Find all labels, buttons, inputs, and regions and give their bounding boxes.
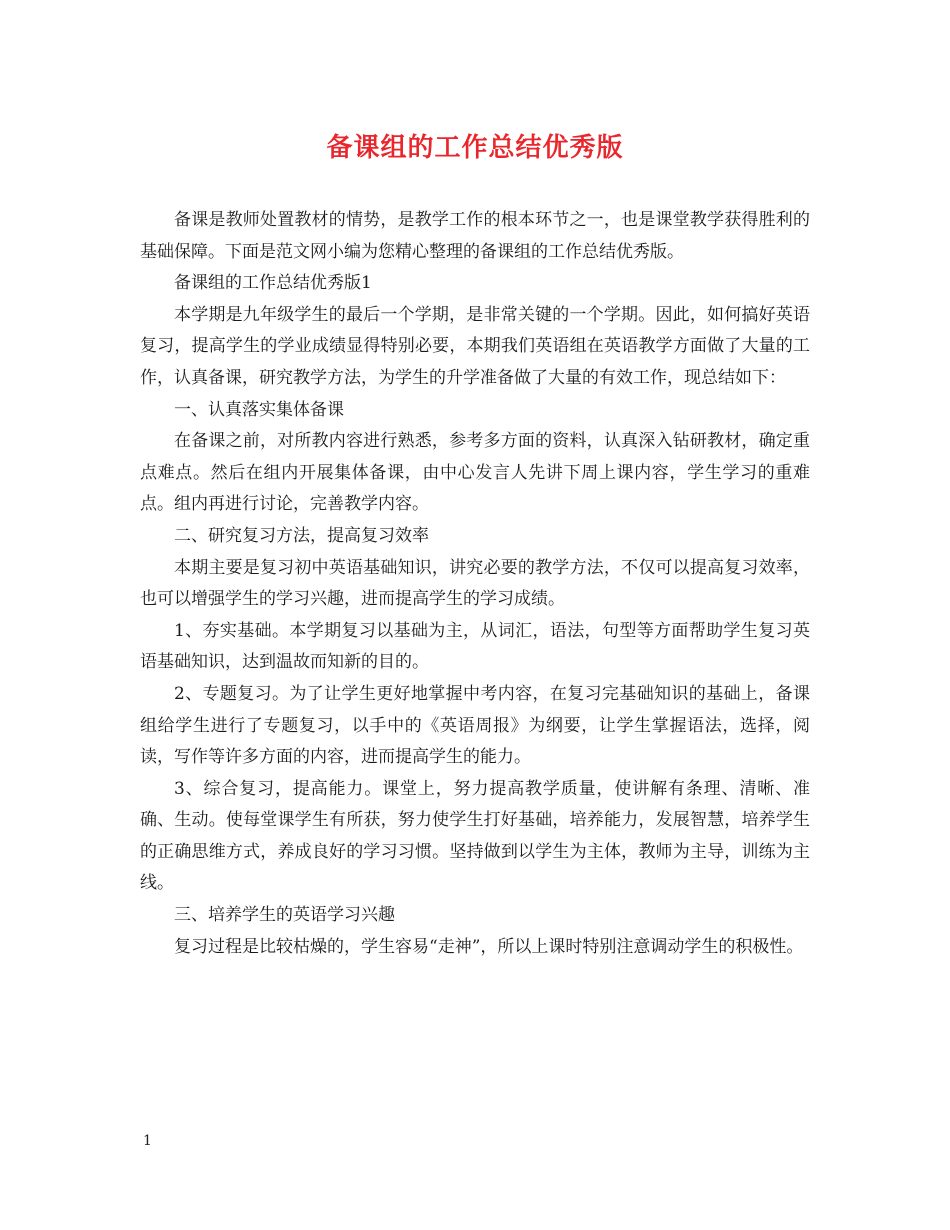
body-paragraph: 本期主要是复习初中英语基础知识，讲究必要的教学方法，不仅可以提高复习效率，也可以增强学生的学习兴趣，进而提高学生的学习成绩。 [140,557,810,610]
section-heading-summary-1: 备课组的工作总结优秀版1 [174,273,372,294]
section-heading-1: 一、认真落实集体备课 [174,399,344,420]
body-paragraph: 在备课之前，对所教内容进行熟悉，参考多方面的资料，认真深入钻研教材，确定重点难点。然后在组内开展集体备课，由中心发言人先讲下周上课内容，学生学习的重难点。组内再进行讨论，完善教学内容。 [140,431,810,515]
body-paragraph: 本学期是九年级学生的最后一个学期，是非常关键的一个学期。因此，如何搞好英语复习，提高学生的学业成绩显得特别必要，本期我们英语组在英语教学方面做了大量的工作，认真备课，研究教学方法，为学生的升学准备做了大量的有效工作，现总结如下： [140,304,810,388]
section-heading-2: 二、研究复习方法，提高复习效率 [174,525,429,546]
body-paragraph: 复习过程是比较枯燥的，学生容易“走神”，所以上课时特别注意调动学生的积极性。 [174,936,804,957]
page-number: 1 [143,1133,152,1149]
list-item-3: 3、综合复习，提高能力。课堂上，努力提高教学质量，使讲解有条理、清晰、准确、生动。使每堂课学生有所获，努力使学生打好基础，培养能力，发展智慧，培养学生的正确思维方式，养成良好的学习习惯。坚持做到以学生为主体，教师为主导，训练为主线。 [140,778,810,894]
intro-paragraph: 备课是教师处置教材的情势，是教学工作的根本环节之一，也是课堂教学获得胜利的基础保障。下面是范文网小编为您精心整理的备课组的工作总结优秀版。 [140,210,810,262]
section-heading-3: 三、培养学生的英语学习兴趣 [174,905,395,926]
document-title: 备课组的工作总结优秀版 [326,133,624,163]
list-item-2: 2、专题复习。为了让学生更好地掌握中考内容，在复习完基础知识的基础上，备课组给学生进行了专题复习，以手中的《英语周报》为纲要，让学生掌握语法，选择，阅读，写作等许多方面的内容，进而提高学生的能力。 [140,683,810,768]
document-body [140,205,810,963]
list-item-1: 1、夯实基础。本学期复习以基础为主，从词汇，语法，句型等方面帮助学生复习英语基础知识，达到温故而知新的目的。 [140,620,810,673]
